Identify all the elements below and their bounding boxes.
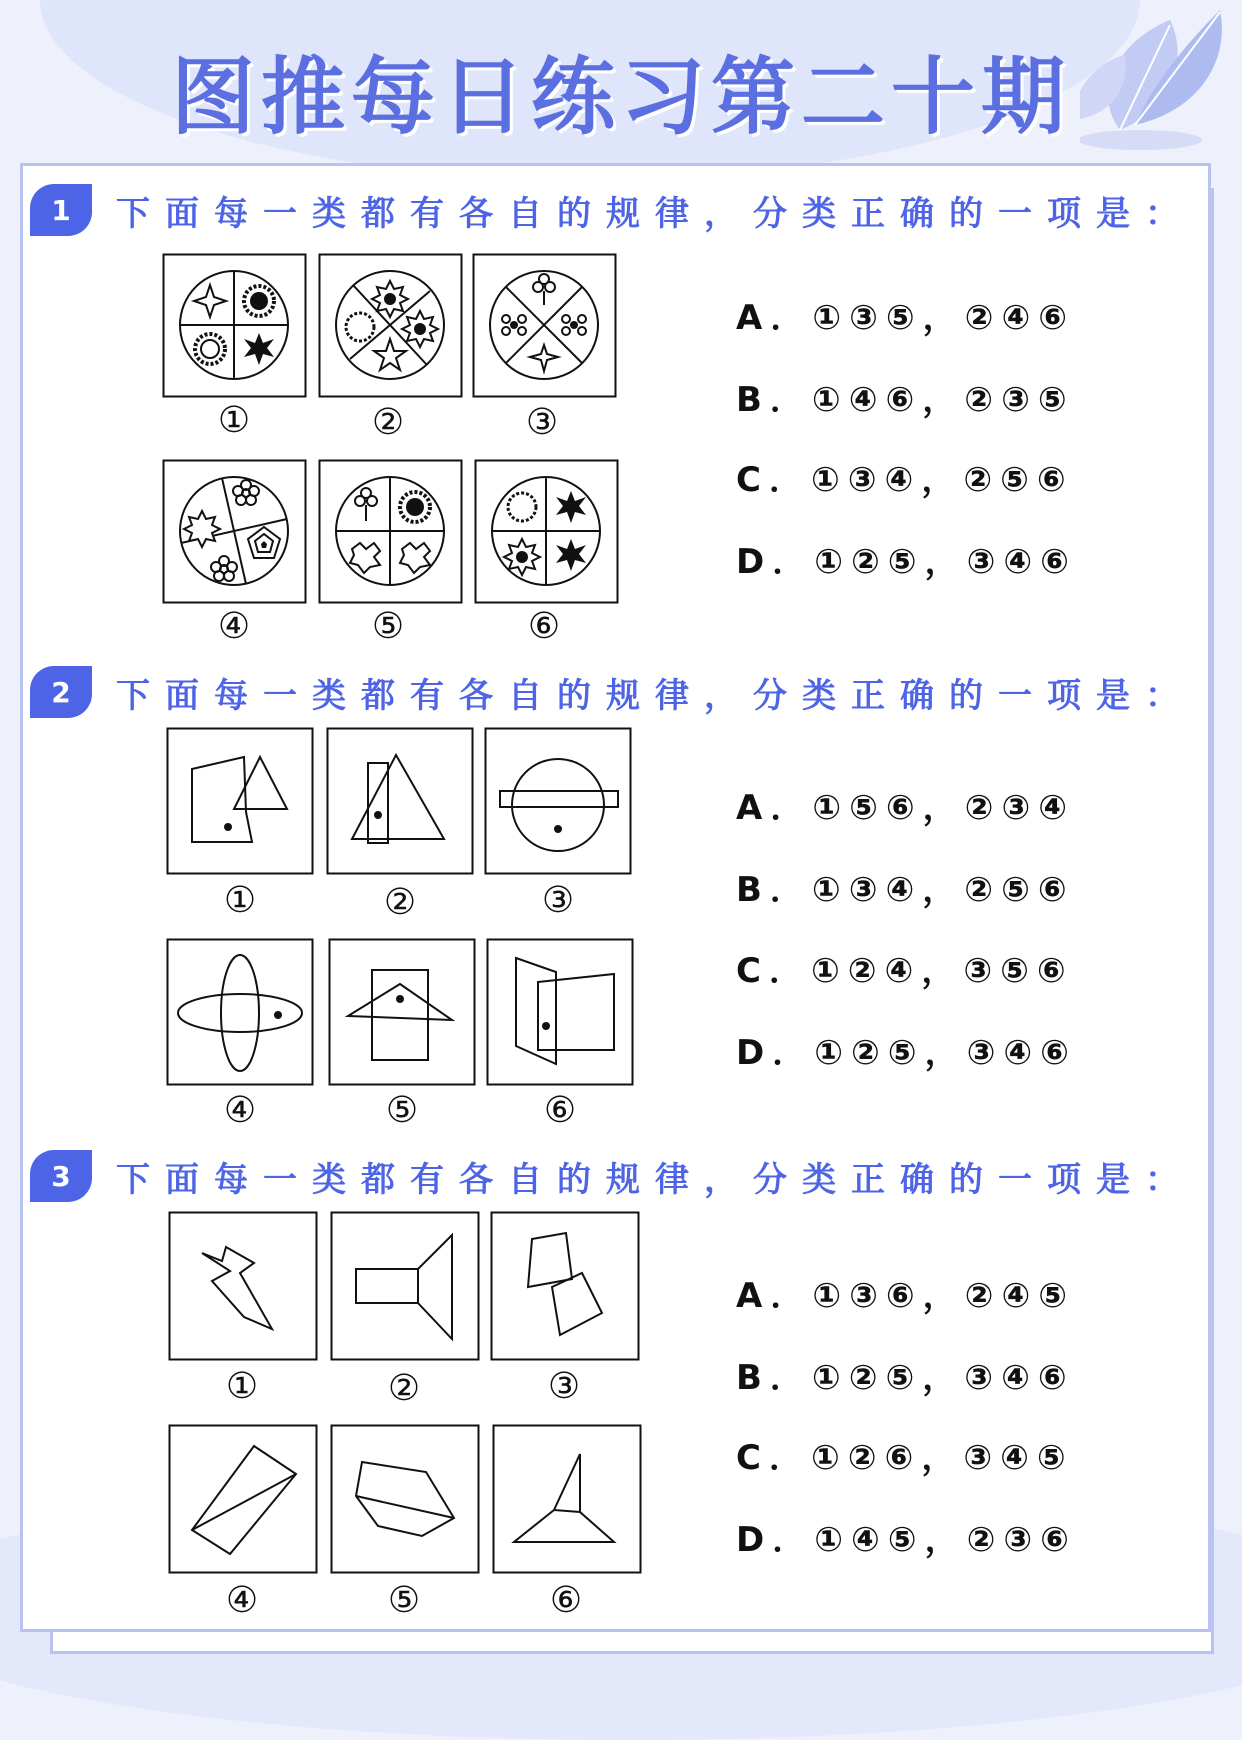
q1-figure-label-4: ④: [217, 606, 251, 647]
q2-figure-label-4: ④: [223, 1090, 257, 1131]
q2-figure-label-6: ⑥: [543, 1090, 577, 1131]
question-number-badge: 3: [30, 1150, 92, 1202]
q3-figure-4: [168, 1424, 318, 1574]
q1-figure-1: [162, 253, 307, 398]
q2-figure-label-1: ①: [223, 880, 257, 921]
q1-option-c[interactable]: C．①③④，②⑤⑥: [736, 460, 1074, 500]
q1-figure-2: [318, 253, 463, 398]
q1-option-d[interactable]: D．①②⑤，③④⑥: [736, 542, 1077, 582]
q3-figure-label-6: ⑥: [549, 1580, 583, 1621]
q2-figure-1: [166, 727, 314, 875]
q2-figure-3: [484, 727, 632, 875]
q3-figure-3: [490, 1211, 640, 1361]
q1-figure-4: [162, 459, 307, 604]
q3-figure-6: [492, 1424, 642, 1574]
q1-option-b[interactable]: B．①④⑥，②③⑤: [736, 380, 1075, 420]
q1-figure-label-3: ③: [525, 402, 559, 443]
q1-figure-label-6: ⑥: [527, 606, 561, 647]
q2-option-d[interactable]: D．①②⑤，③④⑥: [736, 1033, 1077, 1073]
q2-figure-label-2: ②: [383, 882, 417, 923]
question-prompt: 下面每一类都有各自的规律，分类正确的一项是：: [116, 194, 1194, 234]
q3-figure-2: [330, 1211, 480, 1361]
q1-figure-5: [318, 459, 463, 604]
q3-option-d[interactable]: D．①④⑤，②③⑥: [736, 1520, 1077, 1560]
q3-figure-1: [168, 1211, 318, 1361]
q3-figure-label-2: ②: [387, 1368, 421, 1409]
page-title: 图推每日练习第二十期: [170, 48, 1071, 146]
q2-option-c[interactable]: C．①②④，③⑤⑥: [736, 951, 1074, 991]
q2-figure-label-3: ③: [541, 880, 575, 921]
q1-figure-label-5: ⑤: [371, 606, 405, 647]
q2-figure-6: [486, 938, 634, 1086]
q1-option-a[interactable]: A．①③⑤，②④⑥: [736, 298, 1076, 338]
q2-figure-label-5: ⑤: [385, 1090, 419, 1131]
q2-figure-2: [326, 727, 474, 875]
q3-option-c[interactable]: C．①②⑥，③④⑤: [736, 1438, 1074, 1478]
q3-figure-label-5: ⑤: [387, 1580, 421, 1621]
q3-option-b[interactable]: B．①②⑤，③④⑥: [736, 1358, 1075, 1398]
q3-figure-label-3: ③: [547, 1366, 581, 1407]
q1-figure-3: [472, 253, 617, 398]
question-prompt: 下面每一类都有各自的规律，分类正确的一项是：: [116, 1160, 1194, 1200]
q2-figure-5: [328, 938, 476, 1086]
q3-figure-label-1: ①: [225, 1366, 259, 1407]
q2-option-b[interactable]: B．①③④，②⑤⑥: [736, 870, 1075, 910]
q2-figure-4: [166, 938, 314, 1086]
question-prompt: 下面每一类都有各自的规律，分类正确的一项是：: [116, 676, 1194, 716]
q1-figure-label-2: ②: [371, 402, 405, 443]
question-number-badge: 1: [30, 184, 92, 236]
q1-figure-6: [474, 459, 619, 604]
q3-figure-5: [330, 1424, 480, 1574]
question-number-badge: 2: [30, 666, 92, 718]
q2-option-a[interactable]: A．①⑤⑥，②③④: [736, 788, 1076, 828]
q1-figure-label-1: ①: [217, 400, 251, 441]
q3-option-a[interactable]: A．①③⑥，②④⑤: [736, 1276, 1076, 1316]
q3-figure-label-4: ④: [225, 1580, 259, 1621]
